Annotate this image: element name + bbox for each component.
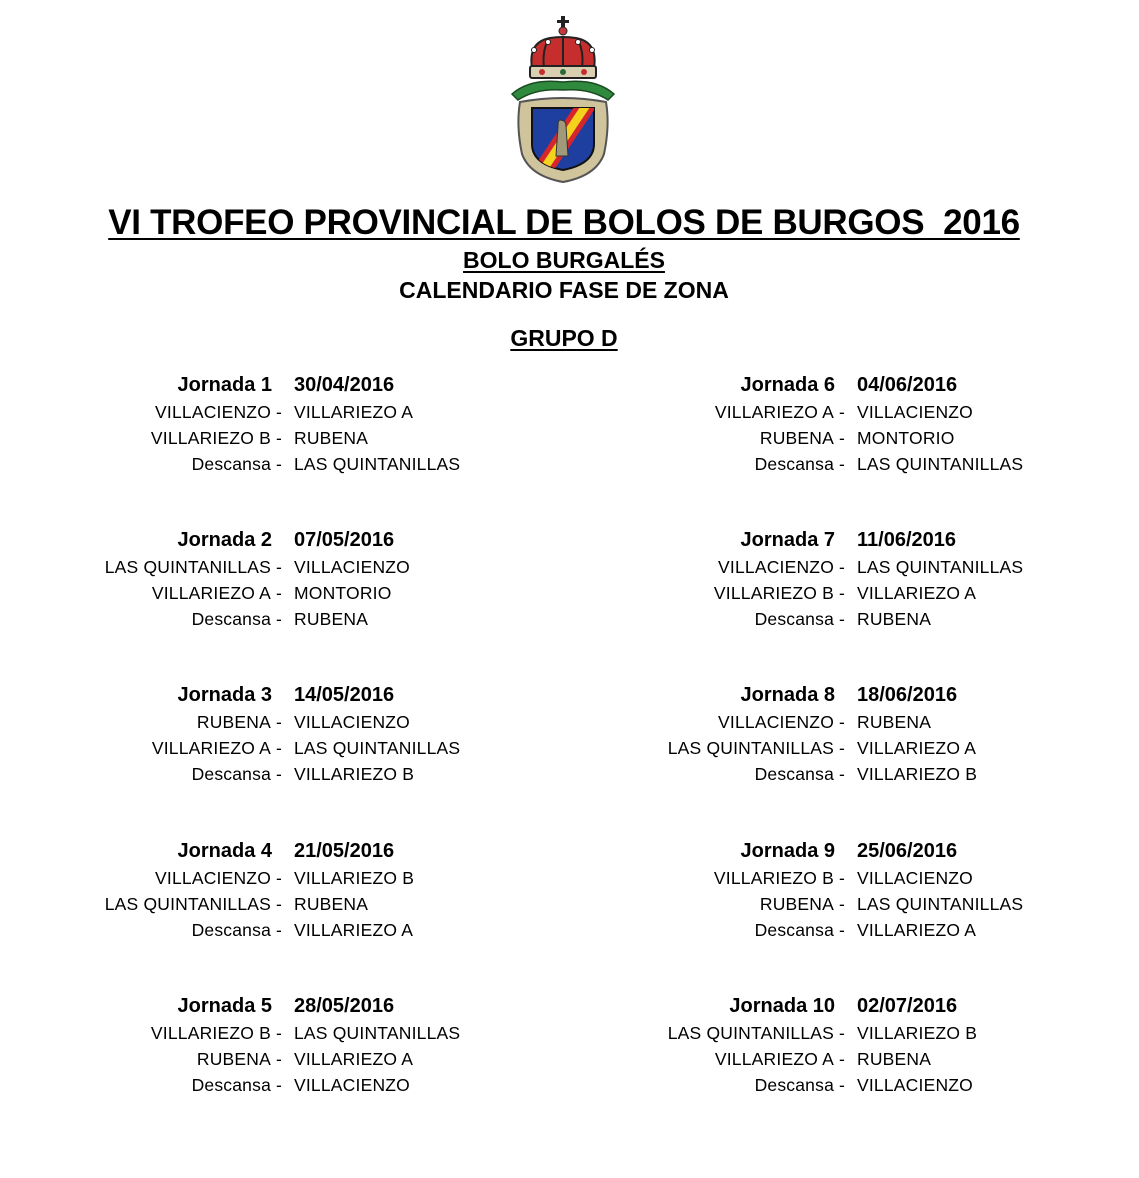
round-date: 21/05/2016 xyxy=(294,840,395,862)
match-row xyxy=(0,400,520,426)
match-separator: - xyxy=(276,868,283,888)
match-away-team: VILLACIENZO xyxy=(857,868,973,888)
round-date: 30/04/2016 xyxy=(294,374,395,396)
round-header xyxy=(0,684,520,710)
match-row xyxy=(563,1047,1083,1073)
match-home-team: Descansa xyxy=(754,764,834,784)
match-separator: - xyxy=(276,738,283,758)
match-row xyxy=(563,555,1083,581)
match-row xyxy=(0,866,520,892)
round-block xyxy=(563,840,1083,944)
round-label: Jornada 7 xyxy=(740,529,835,551)
round-header xyxy=(0,840,520,866)
match-row xyxy=(563,581,1083,607)
match-row xyxy=(0,555,520,581)
round-date: 11/06/2016 xyxy=(857,529,956,551)
match-home-team: RUBENA xyxy=(759,428,834,448)
match-row xyxy=(563,710,1083,736)
page-title: VI TROFEO PROVINCIAL DE BOLOS DE BURGOS 2016 xyxy=(108,203,1020,242)
match-away-team: VILLACIENZO xyxy=(857,1075,973,1095)
round-block xyxy=(563,374,1083,478)
match-home-team: Descansa xyxy=(191,764,271,784)
match-home-team: VILLARIEZO B xyxy=(150,428,271,448)
match-away-team: RUBENA xyxy=(294,428,369,448)
match-row xyxy=(0,1021,520,1047)
match-row xyxy=(563,762,1083,788)
crest-logo xyxy=(510,16,616,184)
match-away-team: MONTORIO xyxy=(294,583,392,603)
match-separator: - xyxy=(276,557,283,577)
match-home-team: Descansa xyxy=(191,454,271,474)
round-block xyxy=(563,684,1083,788)
match-home-team: VILLARIEZO A xyxy=(714,1049,834,1069)
match-away-team: MONTORIO xyxy=(857,428,955,448)
match-separator: - xyxy=(276,609,283,629)
match-away-team: LAS QUINTANILLAS xyxy=(857,557,1024,577)
round-label: Jornada 6 xyxy=(740,374,835,396)
match-away-team: VILLACIENZO xyxy=(857,402,973,422)
match-home-team: Descansa xyxy=(191,609,271,629)
match-row xyxy=(0,452,520,478)
match-away-team: LAS QUINTANILLAS xyxy=(857,454,1024,474)
round-header xyxy=(0,529,520,555)
match-separator: - xyxy=(276,583,283,603)
match-row xyxy=(563,736,1083,762)
match-row xyxy=(0,736,520,762)
round-header xyxy=(0,374,520,400)
match-row xyxy=(0,426,520,452)
round-date: 04/06/2016 xyxy=(857,374,958,396)
round-label: Jornada 10 xyxy=(729,995,835,1017)
match-row xyxy=(563,1021,1083,1047)
match-away-team: RUBENA xyxy=(294,894,369,914)
round-header xyxy=(563,995,1083,1021)
match-away-team: VILLARIEZO B xyxy=(294,868,415,888)
match-row xyxy=(0,762,520,788)
match-away-team: VILLARIEZO B xyxy=(857,764,978,784)
match-home-team: VILLARIEZO B xyxy=(713,583,834,603)
match-away-team: VILLARIEZO B xyxy=(294,764,415,784)
match-separator: - xyxy=(839,894,846,914)
match-away-team: LAS QUINTANILLAS xyxy=(294,1023,461,1043)
round-label: Jornada 9 xyxy=(740,840,835,862)
match-row xyxy=(563,452,1083,478)
round-label: Jornada 4 xyxy=(177,840,272,862)
match-separator: - xyxy=(839,738,846,758)
round-header xyxy=(563,529,1083,555)
match-separator: - xyxy=(839,454,846,474)
match-separator: - xyxy=(839,1075,846,1095)
match-away-team: VILLARIEZO A xyxy=(294,402,414,422)
round-block xyxy=(563,529,1083,633)
match-home-team: VILLARIEZO A xyxy=(151,738,271,758)
match-separator: - xyxy=(276,1049,283,1069)
match-separator: - xyxy=(276,712,283,732)
page-subtitle: BOLO BURGALÉS xyxy=(463,247,665,273)
match-away-team: VILLACIENZO xyxy=(294,1075,410,1095)
round-date: 28/05/2016 xyxy=(294,995,395,1017)
match-home-team: LAS QUINTANILLAS xyxy=(667,738,834,758)
match-home-team: Descansa xyxy=(754,1075,834,1095)
match-separator: - xyxy=(839,764,846,784)
match-row xyxy=(0,1073,520,1099)
match-away-team: VILLARIEZO A xyxy=(857,738,977,758)
round-header xyxy=(563,374,1083,400)
round-header xyxy=(563,840,1083,866)
match-home-team: LAS QUINTANILLAS xyxy=(104,557,271,577)
match-row xyxy=(563,892,1083,918)
match-separator: - xyxy=(839,609,846,629)
round-block xyxy=(0,529,520,633)
round-header xyxy=(563,684,1083,710)
match-row xyxy=(563,866,1083,892)
match-row xyxy=(0,607,520,633)
round-date: 02/07/2016 xyxy=(857,995,958,1017)
round-block xyxy=(0,684,520,788)
match-row xyxy=(0,892,520,918)
match-home-team: Descansa xyxy=(191,1075,271,1095)
match-home-team: VILLARIEZO A xyxy=(151,583,271,603)
match-separator: - xyxy=(839,868,846,888)
round-date: 18/06/2016 xyxy=(857,684,958,706)
phase-title: CALENDARIO FASE DE ZONA xyxy=(399,277,729,303)
match-away-team: RUBENA xyxy=(857,609,932,629)
match-away-team: RUBENA xyxy=(294,609,369,629)
match-home-team: Descansa xyxy=(754,609,834,629)
match-away-team: VILLARIEZO A xyxy=(857,920,977,940)
match-row xyxy=(0,581,520,607)
match-separator: - xyxy=(276,764,283,784)
match-away-team: LAS QUINTANILLAS xyxy=(857,894,1024,914)
match-separator: - xyxy=(276,1023,283,1043)
match-separator: - xyxy=(276,920,283,940)
round-date: 07/05/2016 xyxy=(294,529,395,551)
match-separator: - xyxy=(276,402,283,422)
match-home-team: VILLARIEZO A xyxy=(714,402,834,422)
match-separator: - xyxy=(839,1023,846,1043)
match-home-team: LAS QUINTANILLAS xyxy=(104,894,271,914)
match-separator: - xyxy=(839,402,846,422)
match-separator: - xyxy=(839,920,846,940)
match-home-team: Descansa xyxy=(754,454,834,474)
match-home-team: VILLARIEZO B xyxy=(713,868,834,888)
match-row xyxy=(563,400,1083,426)
match-away-team: VILLACIENZO xyxy=(294,712,410,732)
match-row xyxy=(563,426,1083,452)
round-label: Jornada 3 xyxy=(177,684,272,706)
match-away-team: VILLARIEZO A xyxy=(857,583,977,603)
match-home-team: LAS QUINTANILLAS xyxy=(667,1023,834,1043)
match-away-team: VILLACIENZO xyxy=(294,557,410,577)
match-home-team: VILLACIENZO xyxy=(718,557,834,577)
match-away-team: LAS QUINTANILLAS xyxy=(294,738,461,758)
group-title: GRUPO D xyxy=(510,325,618,351)
match-away-team: VILLARIEZO A xyxy=(294,1049,414,1069)
round-label: Jornada 2 xyxy=(177,529,272,551)
match-home-team: Descansa xyxy=(191,920,271,940)
match-separator: - xyxy=(839,428,846,448)
match-away-team: VILLARIEZO B xyxy=(857,1023,978,1043)
round-header xyxy=(0,995,520,1021)
match-away-team: LAS QUINTANILLAS xyxy=(294,454,461,474)
match-separator: - xyxy=(839,557,846,577)
round-date: 14/05/2016 xyxy=(294,684,395,706)
match-separator: - xyxy=(276,428,283,448)
match-row xyxy=(0,710,520,736)
match-away-team: VILLARIEZO A xyxy=(294,920,414,940)
match-separator: - xyxy=(276,894,283,914)
match-away-team: RUBENA xyxy=(857,712,932,732)
match-home-team: VILLACIENZO xyxy=(155,402,271,422)
match-separator: - xyxy=(276,1075,283,1095)
match-home-team: VILLACIENZO xyxy=(718,712,834,732)
match-separator: - xyxy=(839,712,846,732)
round-block xyxy=(0,840,520,944)
match-home-team: RUBENA xyxy=(759,894,834,914)
match-row xyxy=(563,918,1083,944)
match-home-team: RUBENA xyxy=(196,712,271,732)
match-row xyxy=(563,1073,1083,1099)
round-label: Jornada 1 xyxy=(177,374,272,396)
match-row xyxy=(0,1047,520,1073)
round-date: 25/06/2016 xyxy=(857,840,958,862)
round-block xyxy=(0,995,520,1099)
match-separator: - xyxy=(839,1049,846,1069)
match-away-team: RUBENA xyxy=(857,1049,932,1069)
round-block xyxy=(563,995,1083,1099)
match-row xyxy=(0,918,520,944)
match-home-team: Descansa xyxy=(754,920,834,940)
match-row xyxy=(563,607,1083,633)
match-home-team: VILLACIENZO xyxy=(155,868,271,888)
round-label: Jornada 5 xyxy=(177,995,272,1017)
match-home-team: VILLARIEZO B xyxy=(150,1023,271,1043)
match-separator: - xyxy=(839,583,846,603)
round-block xyxy=(0,374,520,478)
match-home-team: RUBENA xyxy=(196,1049,271,1069)
round-label: Jornada 8 xyxy=(740,684,835,706)
match-separator: - xyxy=(276,454,283,474)
